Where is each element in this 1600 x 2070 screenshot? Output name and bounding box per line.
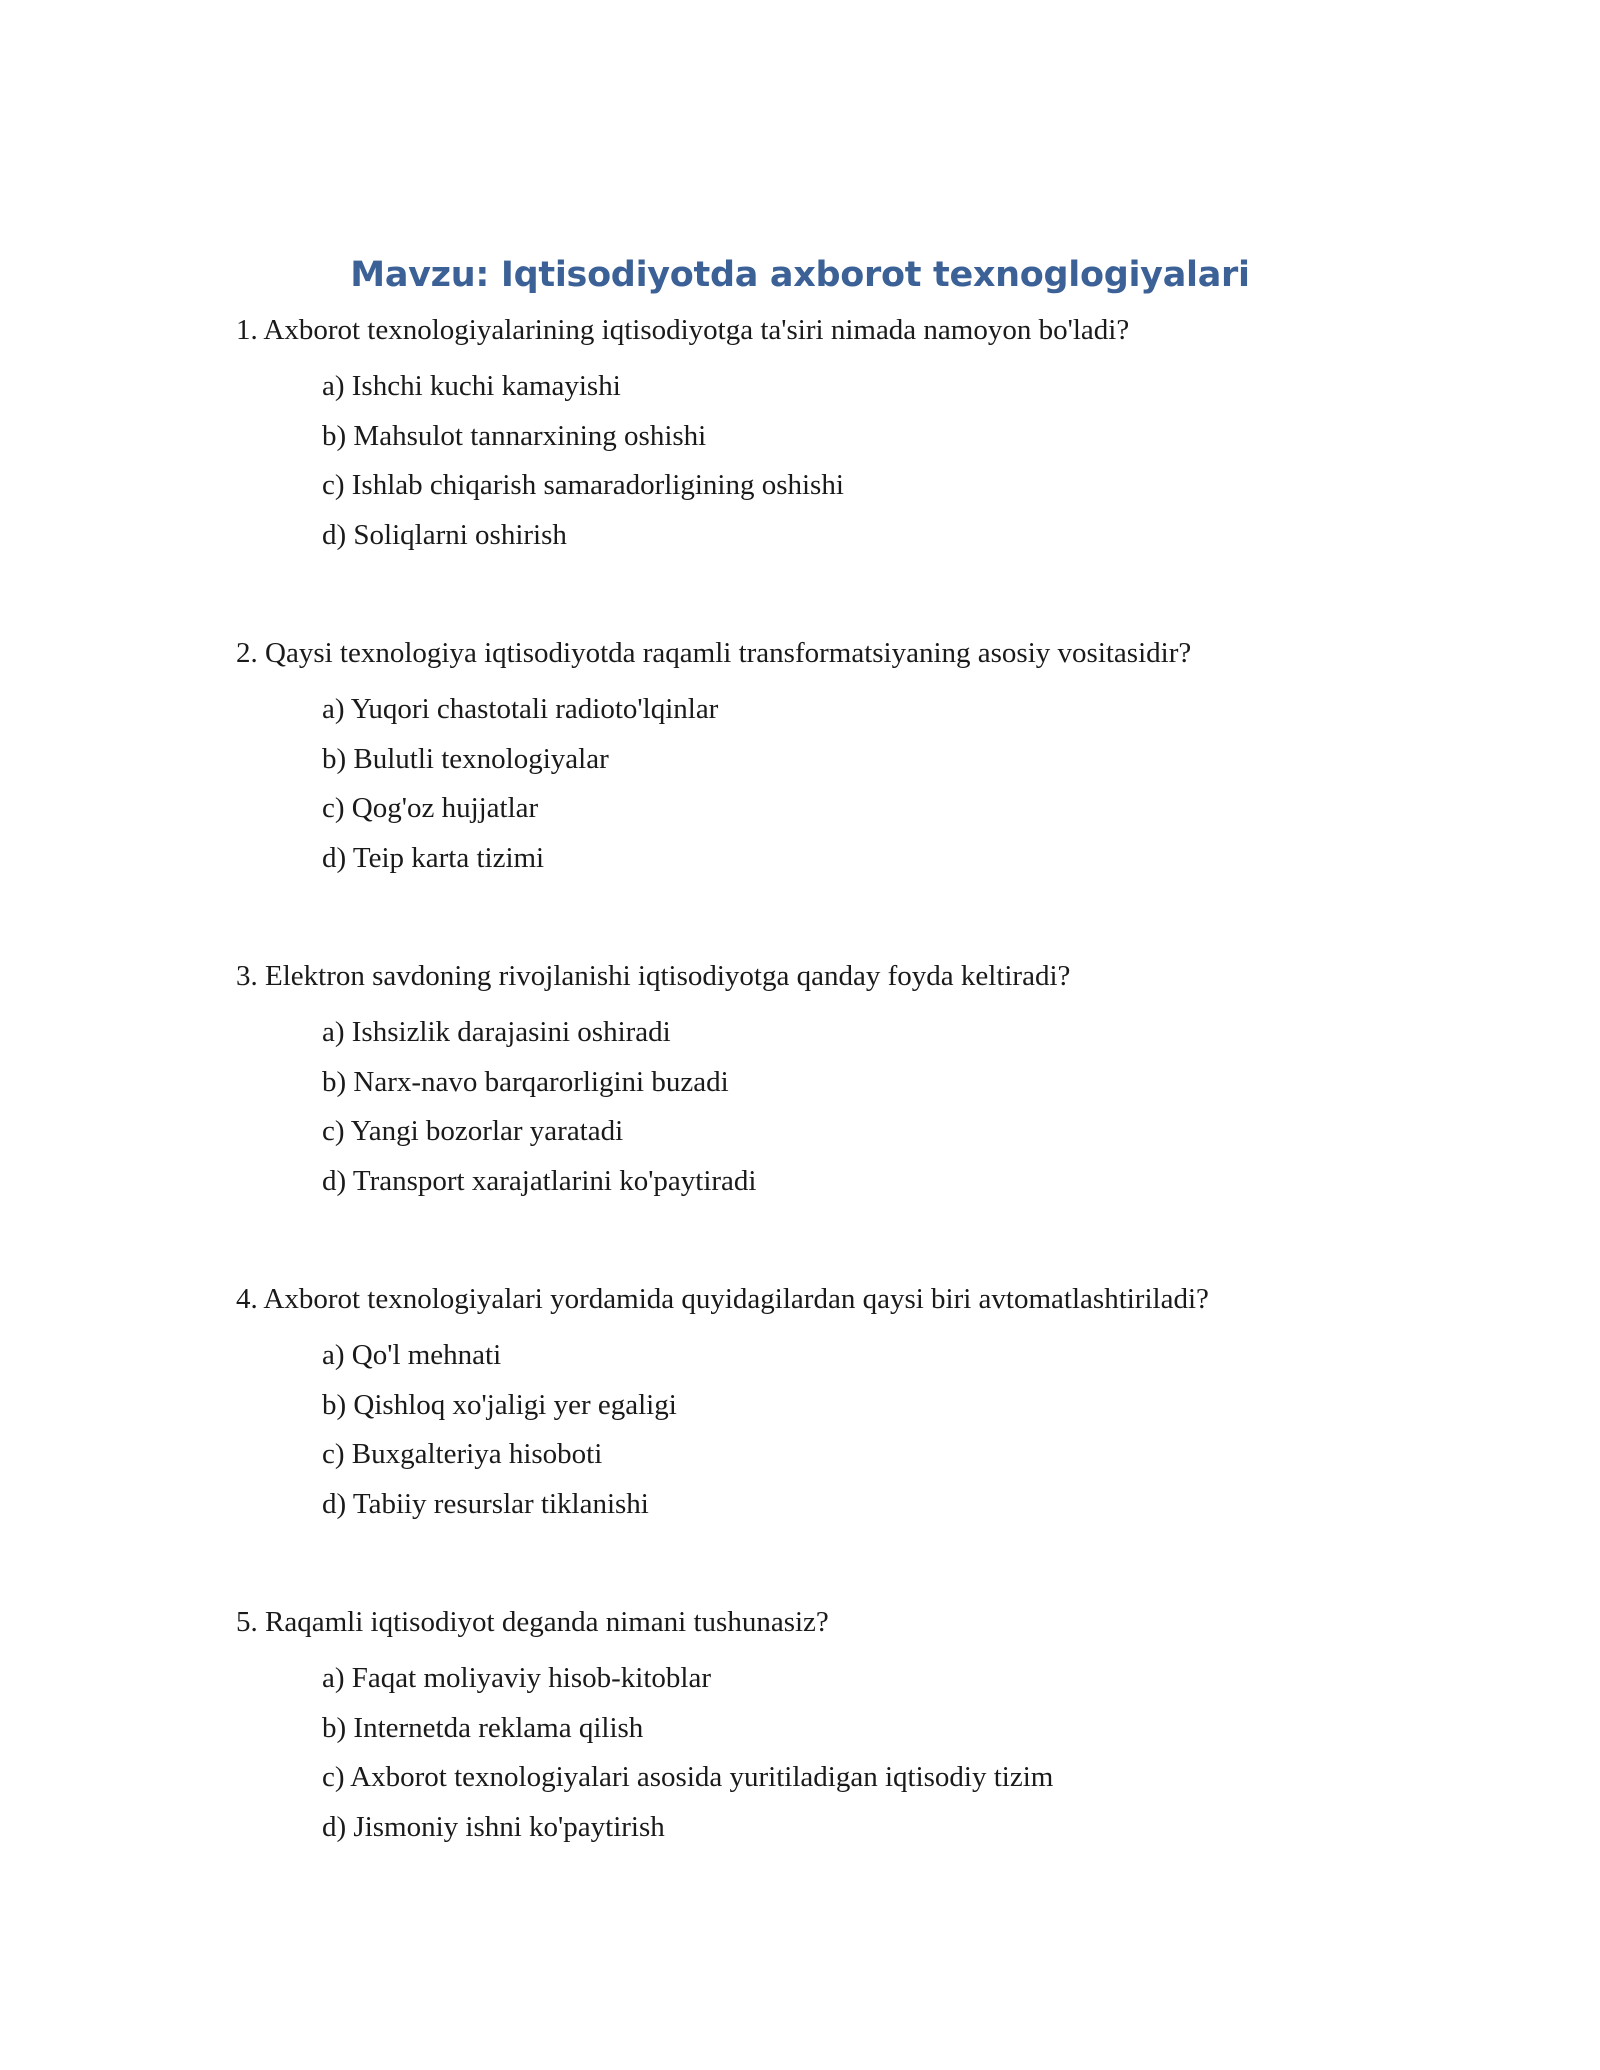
question-text: 2. Qaysi texnologiya iqtisodiyotda raqamli transformatsiyaning asosiy vositasidir? <box>236 637 1192 669</box>
question-text: 1. Axborot texnologiyalarining iqtisodiyotga ta'siri nimada namoyon bo'ladi? <box>236 314 1130 346</box>
question-text: 4. Axborot texnologiyalari yordamida quyidagilardan qaysi biri avtomatlashtiriladi? <box>236 1283 1209 1315</box>
answer-option: d) Jismoniy ishni ko'paytirish <box>322 1811 665 1843</box>
answer-option: b) Mahsulot tannarxining oshishi <box>322 420 707 452</box>
answer-option: c) Qog'oz hujjatlar <box>322 792 539 824</box>
answer-option: a) Yuqori chastotali radioto'lqinlar <box>322 693 719 725</box>
answer-option: c) Ishlab chiqarish samaradorligining oshishi <box>322 469 844 501</box>
question-text: 5. Raqamli iqtisodiyot deganda nimani tushunasiz? <box>236 1606 829 1638</box>
answer-option: b) Bulutli texnologiyalar <box>322 743 609 775</box>
answer-option: c) Buxgalteriya hisoboti <box>322 1438 603 1470</box>
answer-option: d) Soliqlarni oshirish <box>322 519 567 551</box>
document-title: Mavzu: Iqtisodiyotda axborot texnoglogiyalari <box>350 255 1250 295</box>
answer-option: d) Transport xarajatlarini ko'paytiradi <box>322 1165 757 1197</box>
answer-option: a) Faqat moliyaviy hisob-kitoblar <box>322 1662 712 1694</box>
question-text: 3. Elektron savdoning rivojlanishi iqtisodiyotga qanday foyda keltiradi? <box>236 960 1071 992</box>
answer-option: b) Internetda reklama qilish <box>322 1712 644 1744</box>
answer-option: a) Qo'l mehnati <box>322 1339 502 1371</box>
answer-option: b) Narx-navo barqarorligini buzadi <box>322 1066 729 1098</box>
answer-option: b) Qishloq xo'jaligi yer egaligi <box>322 1389 677 1421</box>
answer-option: a) Ishsizlik darajasini oshiradi <box>322 1016 671 1048</box>
answer-option: d) Teip karta tizimi <box>322 842 545 874</box>
answer-option: c) Yangi bozorlar yaratadi <box>322 1115 624 1147</box>
answer-option: d) Tabiiy resurslar tiklanishi <box>322 1488 649 1520</box>
answer-option: a) Ishchi kuchi kamayishi <box>322 370 621 402</box>
answer-option: c) Axborot texnologiyalari asosida yuritiladigan iqtisodiy tizim <box>322 1761 1054 1793</box>
